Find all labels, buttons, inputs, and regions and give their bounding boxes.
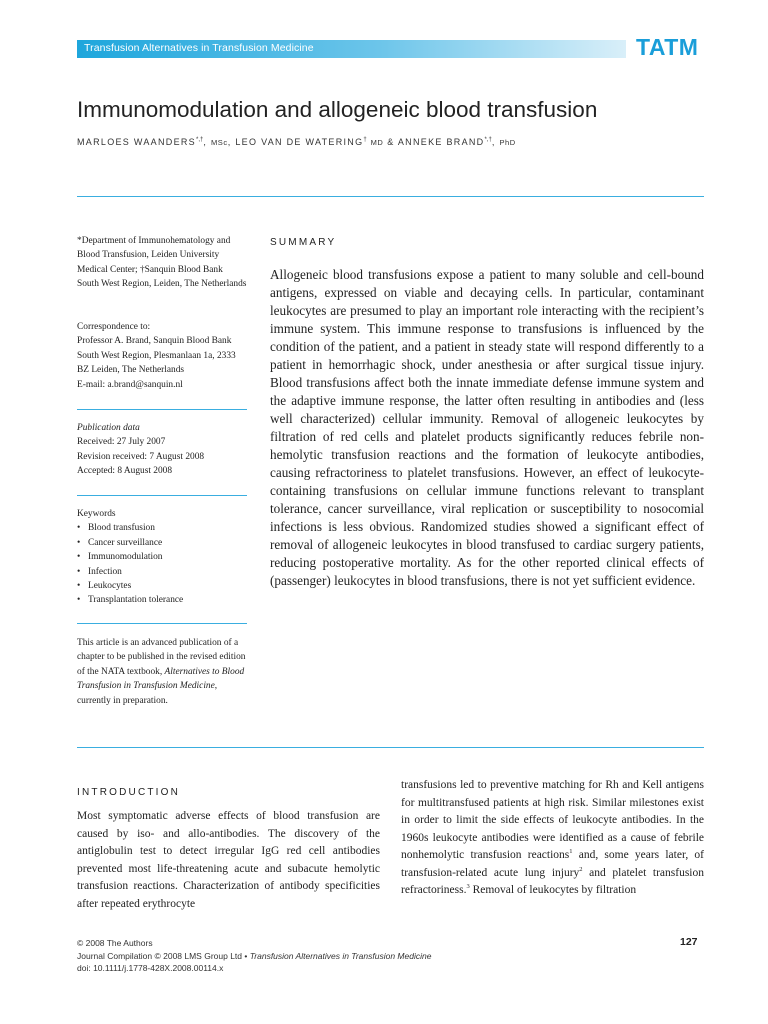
keyword-item: • Cancer surveillance bbox=[77, 536, 247, 550]
correspondence-block bbox=[77, 320, 249, 392]
title-divider bbox=[77, 196, 704, 197]
page-number: 127 bbox=[680, 936, 698, 948]
keyword-item: • Immunomodulation bbox=[77, 550, 247, 564]
author-affiliation-mark: *,† bbox=[484, 137, 492, 143]
author-name: LEO VAN DE WATERING bbox=[235, 137, 364, 147]
keyword-item: • Blood transfusion bbox=[77, 521, 247, 535]
correspondence-email[interactable]: E-mail: a.brand@sanquin.nl bbox=[77, 379, 183, 390]
publication-label: Publication data bbox=[77, 423, 140, 433]
author-degree: MD bbox=[370, 138, 384, 147]
publication-note: This article is an advanced publication of a chapter to be published in the revised edition of the NATA textbook, Alternatives to Blood Transfusion in Transfusion Medicine, currently in preparation. bbox=[77, 638, 246, 706]
revision-date: Revision received: 7 August 2008 bbox=[77, 451, 205, 462]
sidebar-divider bbox=[77, 495, 247, 496]
journal-name: Transfusion Alternatives in Transfusion Medicine bbox=[84, 42, 314, 54]
reference-mark: 3 bbox=[466, 883, 470, 891]
doi-line[interactable]: doi: 10.1111/j.1778-428X.2008.00114.x bbox=[77, 963, 224, 974]
textbook-title: Alternatives to Blood Transfusion in Transfusion Medicine bbox=[77, 666, 245, 692]
sidebar-divider bbox=[77, 623, 247, 624]
reference-mark: 2 bbox=[579, 865, 583, 873]
journal-logo: TATM bbox=[636, 34, 699, 60]
correspondence-address: Professor A. Brand, Sanquin Blood Bank South West Region, Plesmanlaan 1a, 2333 BZ Leiden, The Netherlands bbox=[77, 336, 236, 376]
keyword-item: • Transplantation tolerance bbox=[77, 593, 247, 607]
keyword-item: • Leukocytes bbox=[77, 579, 247, 593]
author-affiliation-mark: † bbox=[363, 137, 367, 143]
page-footer bbox=[77, 937, 431, 975]
compilation-line: Journal Compilation © 2008 LMS Group Ltd • Transfusion Alternatives in Transfusion Medicine bbox=[77, 950, 432, 961]
keyword-item: • Infection bbox=[77, 565, 247, 579]
keywords-label: Keywords bbox=[77, 509, 116, 519]
summary-divider bbox=[77, 747, 704, 748]
introduction-heading: INTRODUCTION bbox=[77, 787, 181, 798]
sidebar-divider bbox=[77, 409, 247, 410]
author-degree: MSc bbox=[210, 138, 228, 147]
author-name: ANNEKE BRAND bbox=[397, 137, 485, 147]
received-date: Received: 27 July 2007 bbox=[77, 437, 166, 448]
reference-mark: 1 bbox=[569, 848, 573, 856]
article-title: Immunomodulation and allogeneic blood transfusion bbox=[77, 97, 598, 122]
author-name: MARLOES WAANDERS bbox=[77, 137, 196, 147]
summary-text: Allogeneic blood transfusions expose a patient to many soluble and cell-bound antigens, expressed on viable and decaying cells. In particular, contaminant leukocytes are presumed to play an important role interacting with the recipient’s immune system. This immune response to transfusions is influenced by the condition of the patient, and a patient in steady state will respond differently to a patient in hemorrhagic shock, under anesthesia or after surgical tissue injury. Blood transfusions affect both the innate immediate defense immune system and the adaptive immune response, the latter often resulting in antibodies and (less well characterized) cellular immunity. Removal of allogeneic leukocytes by filtration of red cells and platelet products significantly reduces febrile non-hemolytic transfusion reactions and the formation of leukocyte antibodies, causing refractoriness to platelet transfusions. However, an effect of leukocyte-containing transfusions on cellular immune functions relevant to transplant tolerance, cancer surveillance, viral replication or susceptibility to nosocomial infections is less obvious. Randomized studies showed a significant effect of removal of allogeneic leukocytes in blood transfused to cardiac surgery patients, reducing postoperative mortality. As for the other reported clinical effects of (passenger) leukocytes in blood transfusions, there is not yet sufficient evidence. bbox=[270, 267, 704, 588]
keywords-block bbox=[77, 507, 247, 608]
introduction-column-2: transfusions led to preventive matching for Rh and Kell antigens for multitransfused patients at high risk. Similar milestones exist in order to limit the side effects of leukocyte antibodies. In the 1960s leukocyte antibodies were identified as a cause of febrile nonhemolytic transfusion reactions$^1$ and, some years later, of transfusion-related acute lung injury$^2$ and platelet transfusion refractoriness.$^3$ Removal of leukocytes by filtration bbox=[401, 779, 704, 896]
accepted-date: Accepted: 8 August 2008 bbox=[77, 466, 173, 477]
affiliations: *Department of Immunohematology and Blood Transfusion, Leiden University Medical Center; †Sanquin Blood Bank South West Region, Leiden, The Netherlands bbox=[77, 236, 247, 290]
introduction-column-1: Most symptomatic adverse effects of blood transfusion are caused by iso- and allo-antibodies. The discovery of the antiglobulin test to detect irregular IgG red cell antibodies prevented most life-threatening acute and subacute hemolytic transfusion reactions. Characterization of antibody specificities after repeated erythrocyte bbox=[77, 810, 380, 910]
author-list: MARLOES WAANDERS*,†, MSc, LEO VAN DE WATERING† MD & ANNEKE BRAND*,†, PhD bbox=[77, 137, 516, 147]
publication-data bbox=[77, 421, 247, 479]
author-degree: PhD bbox=[499, 138, 516, 147]
summary-heading: SUMMARY bbox=[270, 237, 337, 248]
keywords-list bbox=[77, 521, 247, 607]
footer-journal-name: Transfusion Alternatives in Transfusion Medicine bbox=[249, 950, 432, 961]
correspondence-label: Correspondence to: bbox=[77, 322, 151, 332]
copyright-line: © 2008 The Authors bbox=[77, 938, 153, 948]
author-affiliation-mark: *,† bbox=[195, 137, 204, 143]
